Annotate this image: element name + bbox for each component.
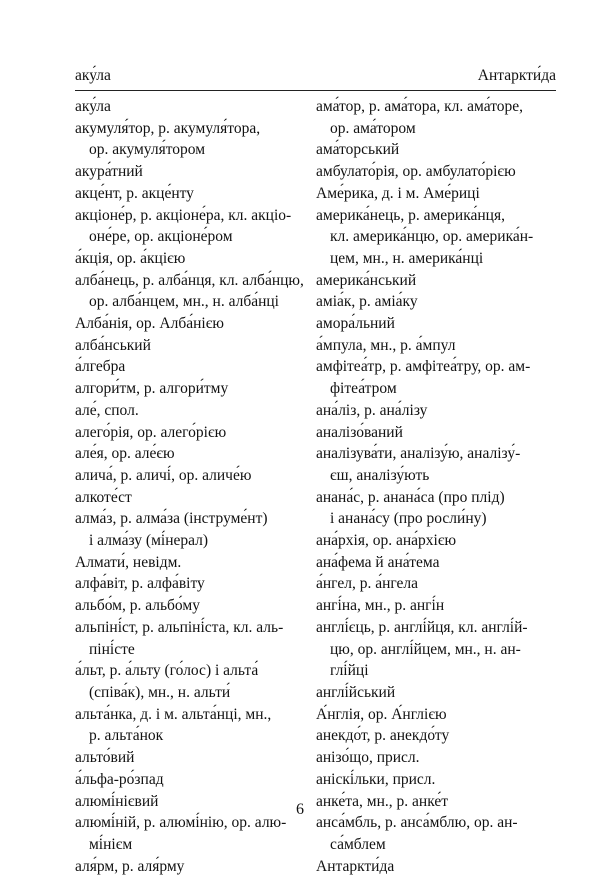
entry-headword-line: анана́с, р. анана́са (про плід) — [316, 488, 505, 506]
dictionary-entry — [316, 725, 558, 747]
entry-headword-line: анізо́що, присл. — [316, 749, 420, 767]
header-first-word: аку́ла — [75, 67, 111, 84]
dictionary-entry — [75, 205, 301, 248]
dictionary-entry — [316, 682, 558, 704]
dictionary-entry — [75, 487, 301, 509]
entry-headword-line: алфа́віт, р. алфа́віту — [75, 575, 205, 593]
entry-headword-line: алича́, р. аличі́, ор. аличе́ю — [75, 466, 252, 484]
entry-headword-line: амфітеа́тр, р. амфітеа́тру, ор. ам- — [316, 358, 531, 376]
entry-headword-line: америка́нський — [316, 271, 417, 289]
entry-continuation-line: цем, мн., н. америка́нці — [330, 249, 484, 267]
dictionary-entry — [316, 183, 558, 205]
entry-headword-line: акура́тний — [75, 163, 143, 181]
entry-headword-line: а́нгел, р. а́нгела — [316, 575, 419, 593]
entry-headword-line: Алба́нія, ор. Алба́нією — [75, 315, 224, 333]
dictionary-entry — [316, 422, 558, 444]
dictionary-entry — [316, 356, 558, 399]
dictionary-entry — [75, 356, 301, 378]
entry-headword-line: анекдо́т, р. анекдо́ту — [316, 727, 450, 745]
entry-continuation-line: р. альта́нок — [89, 727, 164, 745]
entry-continuation-line: са́мблем — [330, 835, 386, 853]
entry-continuation-line: кл. америка́нцю, ор. америка́н- — [330, 228, 534, 246]
entry-continuation-line: мі́нієм — [89, 835, 133, 853]
entry-headword-line: алюмі́ній, р. алюмі́нію, ор. алю- — [75, 814, 287, 832]
entry-headword-line: аналізо́ваний — [316, 423, 403, 441]
dictionary-entry — [316, 291, 558, 313]
entry-continuation-line: і анана́су (про росли́ну) — [330, 510, 487, 528]
page-number: 6 — [296, 801, 304, 818]
entry-headword-line: аніскі́льки, присл. — [316, 770, 436, 788]
dictionary-entry — [75, 573, 301, 595]
entry-headword-line: алкоте́ст — [75, 488, 132, 506]
entry-headword-line: а́льт, р. а́льту (го́лос) і альта́ — [75, 662, 259, 680]
entry-headword-line: А́нглія, ор. А́нглією — [316, 705, 447, 723]
dictionary-entry — [316, 769, 558, 791]
entry-headword-line: ангі́на, мн., р. ангі́н — [316, 597, 445, 615]
entry-headword-line: англі́йський — [316, 683, 396, 701]
dictionary-entry — [316, 595, 558, 617]
dictionary-entry — [75, 856, 301, 877]
dictionary-entry — [75, 769, 301, 791]
entry-headword-line: америка́нець, р. америка́нця, — [316, 206, 505, 224]
entry-continuation-line: глі́йці — [330, 662, 369, 680]
entry-headword-line: Алмати́, невідм. — [75, 553, 182, 571]
entry-headword-line: аміа́к, р. аміа́ку — [316, 293, 418, 311]
entry-headword-line: аналізува́ти, аналізу́ю, аналізу́- — [316, 445, 521, 463]
left-column — [75, 96, 304, 877]
entry-continuation-line: цю, ор. англі́йцем, мн., н. ан- — [330, 640, 521, 658]
dictionary-entry — [316, 617, 558, 682]
entry-headword-line: алего́рія, ор. алего́рією — [75, 423, 227, 441]
dictionary-entry — [75, 248, 301, 270]
dictionary-entry — [316, 552, 558, 574]
entry-continuation-line: і алма́зу (мі́нерал) — [89, 532, 209, 550]
entry-headword-line: алба́нець, р. алба́нця, кл. алба́нцю, — [75, 271, 304, 289]
dictionary-entry — [316, 270, 558, 292]
dictionary-entry — [316, 443, 558, 486]
entry-continuation-line: ор. акумуля́тором — [89, 141, 206, 159]
dictionary-entry — [75, 443, 301, 465]
entry-continuation-line: піні́сте — [89, 640, 135, 658]
dictionary-entry — [75, 508, 301, 551]
dictionary-entry — [316, 335, 558, 357]
dictionary-entry — [316, 400, 558, 422]
entry-headword-line: а́лгебра — [75, 358, 126, 376]
dictionary-entry — [75, 660, 301, 703]
entry-continuation-line: фітеа́тром — [330, 380, 397, 398]
entry-headword-line: англі́єць, р. англі́йця, кл. англі́й- — [316, 618, 528, 636]
entry-headword-line: альбо́м, р. альбо́му — [75, 597, 200, 615]
entry-headword-line: але́, спол. — [75, 401, 139, 419]
entry-headword-line: ама́тор, р. ама́тора, кл. ама́торе, — [316, 98, 524, 115]
dictionary-entry — [75, 313, 301, 335]
dictionary-entry — [75, 183, 301, 205]
entry-headword-line: алма́з, р. алма́за (інструме́нт) — [75, 510, 268, 528]
entry-headword-line: амбулато́рія, ор. амбулато́рією — [316, 163, 516, 181]
entry-headword-line: алба́нський — [75, 336, 151, 354]
entry-continuation-line: оне́ре, ор. акціоне́ром — [89, 228, 233, 246]
dictionary-entry — [75, 96, 301, 118]
dictionary-entry — [75, 552, 301, 574]
entry-headword-line: альпіні́ст, р. альпіні́ста, кл. аль- — [75, 618, 284, 636]
dictionary-entry — [75, 422, 301, 444]
entry-headword-line: а́мпула, мн., р. а́мпул — [316, 336, 456, 354]
entry-headword-line: а́льфа-ро́зпад — [75, 770, 164, 788]
dictionary-entry — [316, 161, 558, 183]
entry-continuation-line: ор. ама́тором — [330, 119, 416, 137]
dictionary-entry — [75, 595, 301, 617]
dictionary-entry — [75, 161, 301, 183]
right-column — [316, 96, 558, 877]
entry-headword-line: амора́льний — [316, 315, 395, 333]
entry-headword-line: Аме́рика, д. і м. Аме́риці — [316, 184, 480, 202]
entry-headword-line: а́кція, ор. а́кцією — [75, 249, 186, 267]
entry-headword-line: акціоне́р, р. акціоне́ра, кл. акціо- — [75, 206, 292, 224]
dictionary-entry — [316, 205, 558, 270]
entry-headword-line: алгори́тм, р. алгори́тму — [75, 380, 229, 398]
entry-headword-line: альто́вий — [75, 749, 135, 767]
dictionary-entry — [316, 487, 558, 530]
entry-headword-line: анса́мбль, р. анса́мблю, ор. ан- — [316, 814, 518, 832]
entry-headword-line: альта́нка, д. і м. альта́нці, мн., — [75, 705, 272, 723]
entry-headword-line: анке́та, мн., р. анке́т — [316, 792, 448, 810]
entry-headword-line: аку́ла — [75, 98, 111, 115]
entry-continuation-line: єш, аналізу́ють — [330, 466, 430, 484]
dictionary-entry — [75, 747, 301, 769]
entry-continuation-line: (співа́к), мн., н. альти́ — [89, 683, 231, 701]
entry-headword-line: але́я, ор. але́єю — [75, 445, 175, 463]
dictionary-entry — [316, 747, 558, 769]
dictionary-entry — [75, 378, 301, 400]
dictionary-entry — [75, 118, 301, 161]
entry-headword-line: ана́ліз, р. ана́лізу — [316, 401, 428, 419]
dictionary-entry — [75, 270, 304, 313]
entry-headword-line: акце́нт, р. акце́нту — [75, 184, 194, 202]
dictionary-entry — [75, 400, 301, 422]
entry-headword-line: аля́рм, р. аля́рму — [75, 857, 185, 875]
dictionary-entry — [316, 139, 558, 161]
entry-headword-line: ана́фема й ана́тема — [316, 553, 440, 571]
dictionary-entry — [75, 465, 301, 487]
entry-headword-line: алюмі́нієвий — [75, 792, 159, 810]
header-rule — [75, 90, 556, 91]
dictionary-entry — [316, 856, 558, 877]
dictionary-entry — [316, 313, 558, 335]
entry-headword-line: акумуля́тор, р. акумуля́тора, — [75, 119, 261, 137]
dictionary-entry — [316, 704, 558, 726]
dictionary-entry — [316, 530, 558, 552]
entry-headword-line: ана́рхія, ор. ана́рхією — [316, 532, 457, 550]
dictionary-entry — [75, 704, 301, 747]
dictionary-entry — [316, 573, 558, 595]
entry-continuation-line: ор. алба́нцем, мн., н. алба́нці — [89, 293, 279, 311]
entry-headword-line: Антаркти́да — [316, 857, 395, 875]
dictionary-entry — [75, 335, 301, 357]
dictionary-entry — [75, 617, 301, 660]
dictionary-entry — [316, 96, 558, 139]
running-header — [75, 66, 556, 86]
header-last-word: Антаркти́да — [477, 67, 556, 84]
entry-headword-line: ама́торський — [316, 141, 400, 159]
